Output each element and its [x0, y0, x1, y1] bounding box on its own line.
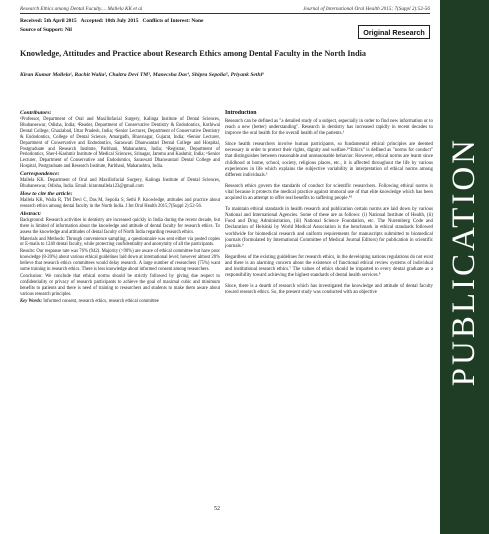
- article-type-badge: Original Research: [358, 25, 430, 39]
- running-header: [20, 6, 430, 12]
- received-line: [20, 18, 203, 24]
- intro-paragraph-6: Since, there is a dearth of research which has investigated the knowledge and attitude of dental faculty toward research ethics. So, the present study was conducted with an objective: [225, 284, 433, 296]
- abstract-background: Background: Research activities in dentistry are increased quickly in India during the recent decade, but there is limited of information about the knowledge and attitude of dental faculty for research ethics. To assess the knowledge and attitudes of dental faculty of North India regarding research ethics.: [20, 217, 220, 235]
- intro-paragraph-4: To maintain ethical standards in health research and publication certain norms are laid down by various National and International Agencies. Some of these are as follows: (i) National Institute of Health, (ii) Food and Drug Administration, (iii) National Science Foundation, etc. The Nuremberg Code and Declaration of Helsinki by World Medical Association is the benchmark in ethical standards followed worldwide for biomedical research and uniform requirements for manuscripts submitted to biomedical journals (formulated by International Committee of Medical Journal Editors) for publication in scientific journals.⁶: [225, 207, 433, 249]
- cite-heading: How to cite the article:: [20, 190, 73, 197]
- right-column: [225, 110, 433, 490]
- source-of-support: Source of Support: Nil: [20, 27, 72, 33]
- intro-paragraph-3: Research ethics govern the standards of conduct for scientific researchers. Following ethical norms is vital because it protects the medical practice against immoral use of that elite knowledge which has been acquired in an attempt to offer real benefits to suffering people.⁴⁵: [225, 183, 433, 202]
- sidebar-label: [444, 52, 485, 472]
- running-header-left: Research Ethics among Dental Faculty.... Mallela KK et al: [20, 6, 143, 12]
- conflicts: Conflicts of Interest: None: [142, 18, 204, 24]
- author-list: Kiran Kumar Mallela¹, Rachit Walia², Chaitra Devi TM³, Manecsha Das⁴, Shipra Sepolia⁵, Priyank Sethi⁶: [20, 72, 265, 78]
- abstract-conclusion: Conclusion: We conclude that ethical norms should be strictly followed by giving due respect to confidentiality or privacy of research participants to achieve the goal of maximal cubic and minimum benefits to patients and there is need of training to researchers and students to make them aware about various research principles.: [20, 273, 220, 297]
- left-column: [20, 110, 220, 490]
- intro-paragraph-1: Research can be defined as "a detailed study of a subject, especially in order to find new information or to reach a new (better) understanding". Research in dentistry has increased rapidly in recent decades to improve the oral health for the overall health of the patients.¹: [225, 119, 433, 137]
- correspondence-heading: Correspondence:: [20, 171, 60, 178]
- header-rule: [20, 13, 430, 14]
- page-number: 52: [214, 506, 220, 512]
- introduction-heading: Introduction: [225, 110, 257, 116]
- cite-text: Mallela KK, Walia R, TM Devi C, Das M, Sepolia S, Sethi P. Knowledge, attitudes and practice about research ethics among dental faculty in the North India. J Int Oral Health 2015;7(Suppl 2):52-56.: [20, 197, 220, 209]
- intro-paragraph-2: Since health researchers involve human participants, so fundamental ethical principles are deemed necessary in order to protect their rights, dignity and welfare.²“Ethics” is defined as "norms for conduct" that distinguishes between reasonable and unreasonable behavior. However, ethical norms are learnt since childhood at home, school, society, religious places, etc., it is affected throughout the life by various experiences in life which explains the subjective variability in interpretation of ethical norms among different individuals.³: [225, 142, 433, 178]
- abstract-heading: Abstract:: [20, 210, 42, 217]
- received-date: Received: 5th April 2015: [20, 18, 77, 24]
- contributors-heading: Contributors:: [20, 110, 52, 116]
- sidebar-word: PUBLICATION: [446, 137, 482, 387]
- keywords-text: Informed consent, research ethics, research ethical committee: [43, 298, 159, 304]
- abstract-methods: Materials and Methods: Through convenience sampling, a questionnaire was sent either via posted copies or E-mails to 1240 dental faculty, while protecting confidentiality and anonymity of all the participants.: [20, 236, 220, 248]
- running-header-right: Journal of International Oral Health 2015; 7(Suppl 2):52-56: [303, 6, 430, 12]
- intro-paragraph-5: Regardless of the existing guidelines for research ethics, in the developing nations regulations do not exist and there is an alarming concern about the existence of functional ethical review systems of individual and institutional research ethics.⁷ The values of ethics should be imparted to every dental graduate as a responsibility toward achieving the highest standards of dental health services.⁸: [225, 254, 433, 279]
- contributors-text: ¹Professor, Department of Oral and Maxillofacial Surgery, Kalinga Institute of Dental Sciences, Bhubaneswar, Odisha, India; ²Reader, Department of Conservative Dentistry & Endodontics, Kothiwal Dental College, Ghaziabad, Uttar Pradesh, India; ³Senior Lecturer, Department of Conservative Dentistry & Endodontics, College of Dental Science, Amargadh, Bhavnagar, Gujarat, India; ⁴Senior Lecturer, Department of Conservative and Endodontics, Saraswati Dhanwantari Dental College and Hospital, Postgraduate and Research Institute, Parbhani, Maharashtra, India; ⁵Registrar, Department of Periodontics, Sher-I-Kashmir Institute of Medical Sciences, Srinagar, Jammu and Kashmir, India; ⁶Senior Lecturer, Department of Conservative and Endodontics, Saraswati Dhanwantari Dental College and Hospital, Postgraduate and Research Institute, Parbhani, Maharashtra, India.: [20, 117, 220, 170]
- article-title: Knowledge, Attitudes and Practice about Research Ethics among Dental Faculty in the North India: [20, 49, 366, 58]
- correspondence-text: Mallela KK. Department of Oral and Maxillofacial Surgery, Kalinga Institute of Dental Sciences, Bhubaneswar, Odisha, India. Email: kiranmallela123@gmail.com: [20, 178, 220, 190]
- keywords: Key Words: Informed consent, research ethics, research ethical committee: [20, 298, 159, 304]
- abstract-results: Results: Our response rate was 76% (942). Majority (>90%) are aware of ethical committee but have poor knowledge (8-20%) about various ethical guidelines laid down at international level; however almost 20% believe that research ethics committees would delay research. A large number of researchers (75%) want some training in research ethics. There is less knowledge about informed consent among researchers.: [20, 249, 220, 273]
- accepted-date: Accepted: 10th July 2015: [80, 18, 139, 24]
